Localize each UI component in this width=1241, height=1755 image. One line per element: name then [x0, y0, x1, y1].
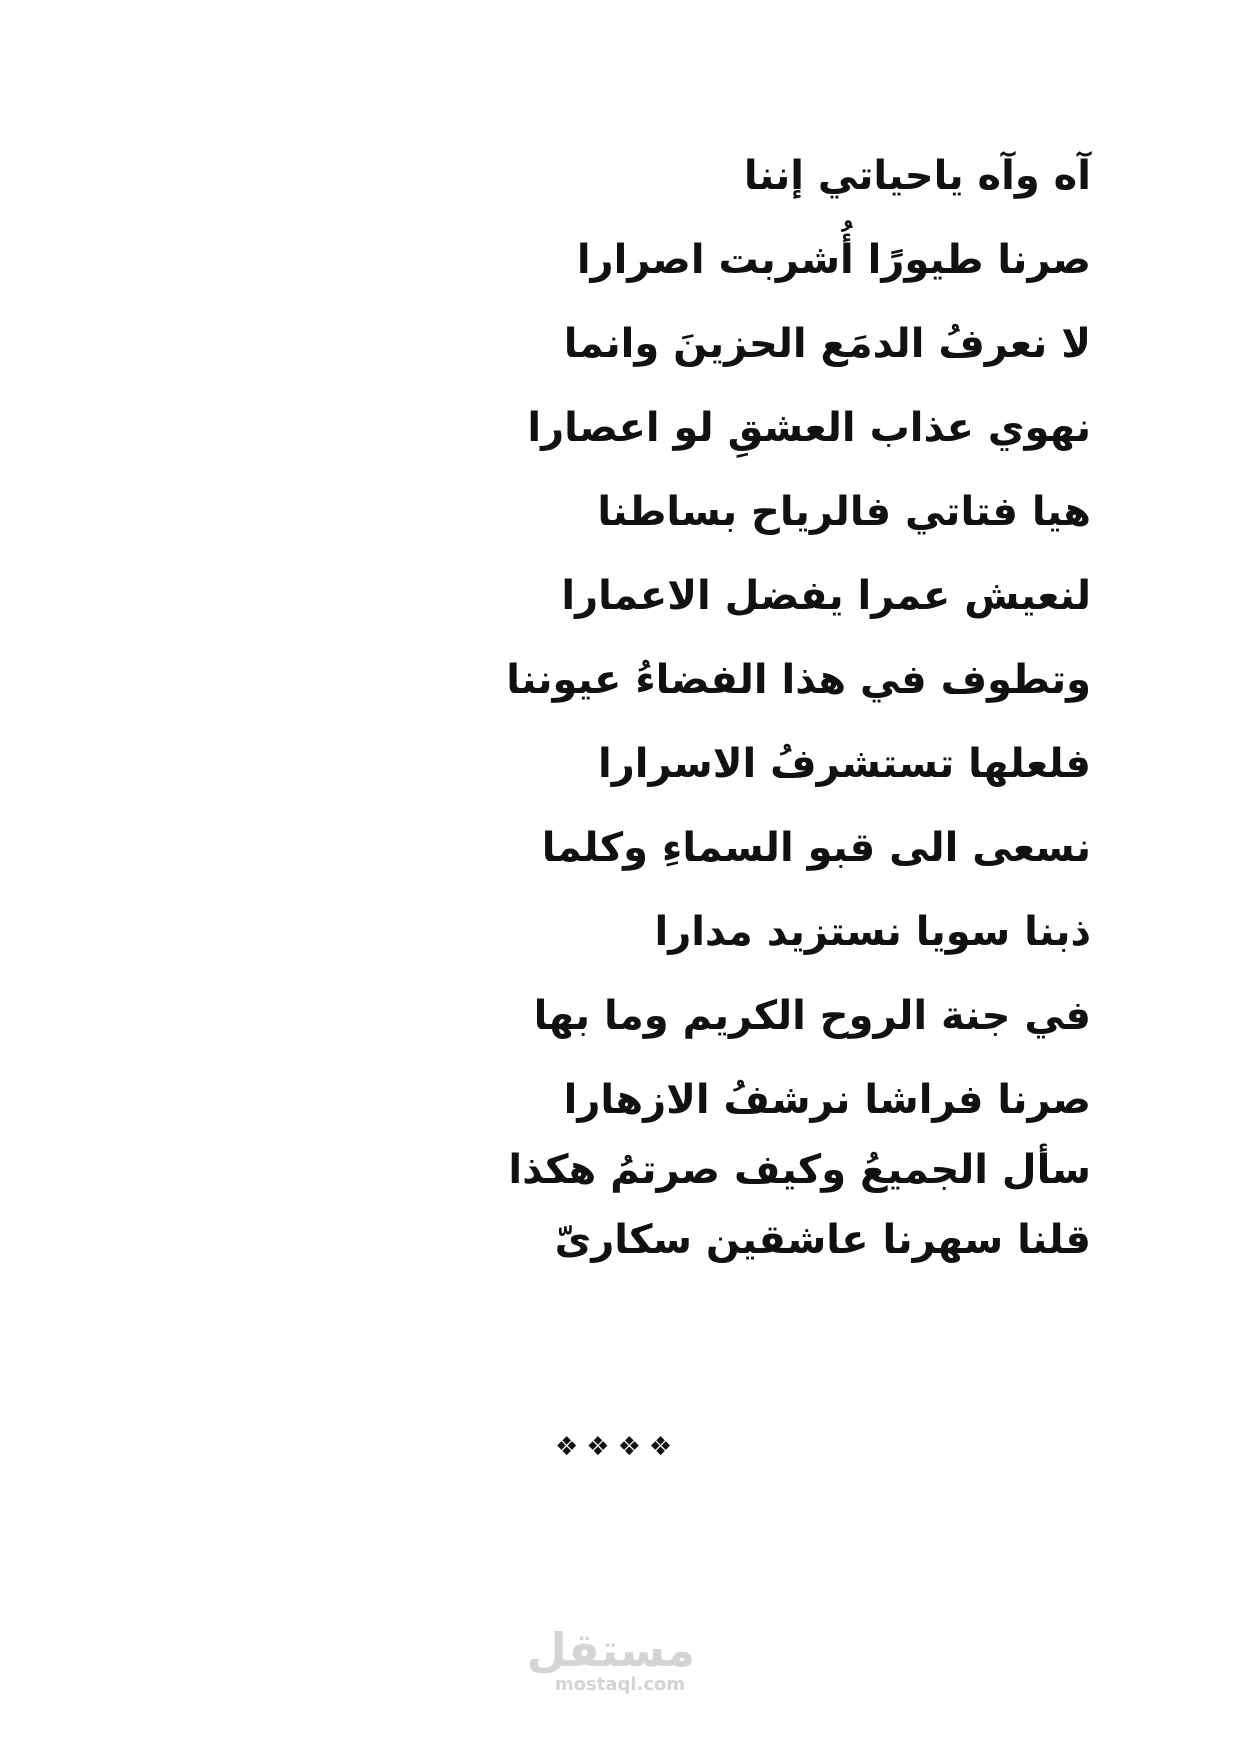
poem-line-1: آه وآه ياحياتي إننا [743, 153, 1091, 199]
poem-line-5: هيا فتاتي فالرياح بساطنا [597, 489, 1091, 535]
watermark-url: mostaql.com [554, 1674, 686, 1695]
poem-line-2: صرنا طيورًا أُشربت اصرارا [576, 237, 1091, 283]
poem-line-10: ذبنا سويا نستزيد مدارا [654, 909, 1091, 955]
poem-line-7: وتطوف في هذا الفضاءُ عيوننا [506, 657, 1091, 703]
poem-line-12: صرنا فراشا نرشفُ الازهارا [563, 1077, 1091, 1123]
poem-line-13: سأل الجميعُ وكيف صرتمُ هكذا [508, 1147, 1091, 1193]
poem-line-9: نسعى الى قبو السماءِ وكلما [541, 825, 1091, 871]
mostaql-watermark [526, 1623, 695, 1695]
ornament-divider: ❖❖❖❖ [555, 1432, 681, 1462]
poem-line-6: لنعيش عمرا يفضل الاعمارا [561, 573, 1091, 619]
poem-line-14: قلنا سهرنا عاشقين سكارىّ [554, 1217, 1091, 1263]
poem-line-3: لا نعرفُ الدمَع الحزينَ وانما [563, 321, 1091, 367]
poem-line-8: فلعلها تستشرفُ الاسرارا [598, 741, 1091, 787]
watermark-logo: مستقل [526, 1623, 695, 1677]
poem-line-11: في جنة الروح الكريم وما بها [533, 993, 1091, 1039]
poem-line-4: نهوي عذاب العشقِ لو اعصارا [527, 405, 1091, 451]
